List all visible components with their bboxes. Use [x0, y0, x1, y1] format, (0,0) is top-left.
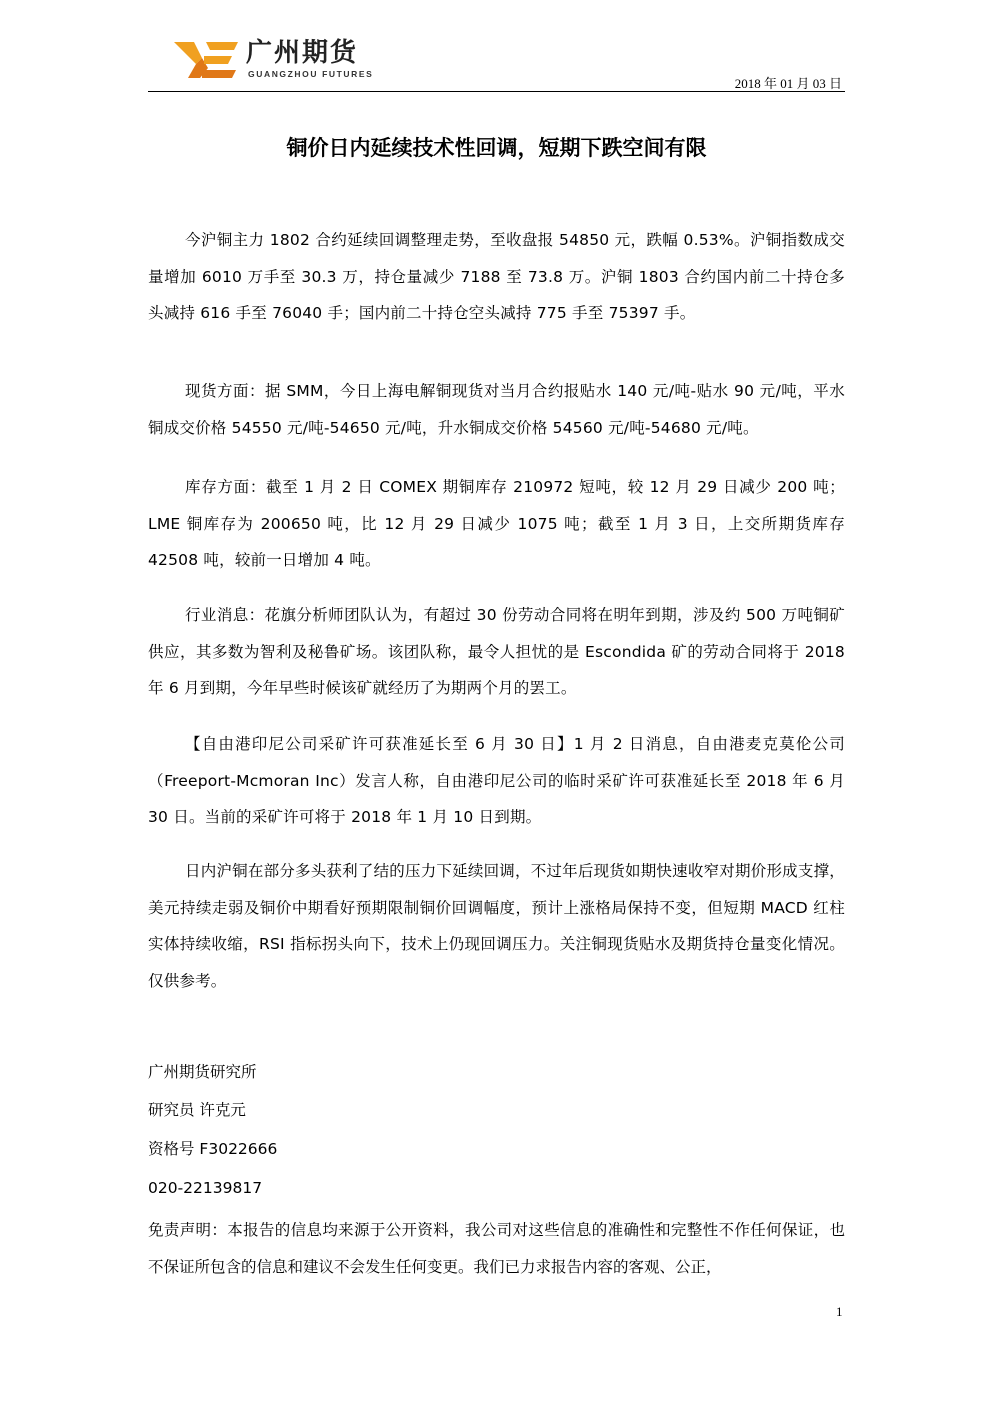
logo-english-name: GUANGZHOU FUTURES — [248, 69, 374, 79]
company-logo — [172, 38, 372, 88]
report-date: 2018 年 01 月 03 日 — [734, 76, 842, 91]
report-title: 铜价日内延续技术性回调，短期下跌空间有限 — [286, 136, 707, 160]
page-number: 1 — [836, 1304, 843, 1319]
logo-chinese-name: 广州期货 — [246, 38, 359, 68]
researcher-name: 研究员 许克元 — [148, 1101, 246, 1119]
paragraph-outlook: 日内沪铜在部分多头获利了结的压力下延续回调，不过年后现货如期快速收窄对期价形成支撑，美元持续走弱及铜价中期看好预期限制铜价回调幅度，预计上涨格局保持不变，但短期 MACD 红柱实体持续收缩，RSI 指标拐头向下，技术上仍现回调压力。关注铜现货贴水及期货持仓量变化情况。仅供参考。 — [148, 862, 845, 990]
paragraph-industry-news: 行业消息：花旗分析师团队认为，有超过 30 份劳动合同将在明年到期，涉及约 500 万吨铜矿供应，其多数为智利及秘鲁矿场。该团队称，最令人担忧的是 Escondida 矿的劳动合同将于 2018 年 6 月到期，今年早些时候该矿就经历了为期两个月的罢工。 — [148, 606, 845, 697]
contact-phone: 020-22139817 — [148, 1179, 263, 1197]
paragraph-spot: 现货方面：据 SMM，今日上海电解铜现货对当月合约报贴水 140 元/吨-贴水 90 元/吨，平水铜成交价格 54550 元/吨-54650 元/吨，升水铜成交价格 54560 元/吨-54680 元/吨。 — [148, 382, 845, 437]
license-number: 资格号 F3022666 — [148, 1140, 278, 1158]
institute-name: 广州期货研究所 — [148, 1063, 257, 1081]
disclaimer: 免责声明：本报告的信息均来源于公开资料，我公司对这些信息的准确性和完整性不作任何保证，也不保证所包含的信息和建议不会发生任何变更。我们已力求报告内容的客观、公正， — [148, 1221, 845, 1276]
header-divider — [148, 91, 845, 92]
paragraph-market-summary: 今沪铜主力 1802 合约延续回调整理走势，至收盘报 54850 元，跌幅 0.53%。沪铜指数成交量增加 6010 万手至 30.3 万，持仓量减少 7188 至 73.8 万。沪铜 1803 合约国内前二十持仓多头减持 616 手至 76040 手；国内前二十持仓空头减持 775 手至 75397 手。 — [148, 231, 845, 322]
paragraph-freeport-news: 【自由港印尼公司采矿许可获准延长至 6 月 30 日】1 月 2 日消息，自由港麦克莫伦公司（Freeport-Mcmoran Inc）发言人称，自由港印尼公司的临时采矿许可获准延长至 2018 年 6 月 30 日。当前的采矿许可将于 2018 年 1 月 10 日到期。 — [148, 735, 845, 826]
logo-mark-icon — [172, 38, 242, 82]
paragraph-inventory: 库存方面：截至 1 月 2 日 COMEX 期铜库存 210972 短吨，较 12 月 29 日减少 200 吨；LME 铜库存为 200650 吨，比 12 月 29 日减少 1075 吨；截至 1 月 3 日，上交所期货库存 42508 吨，较前一日增加 4 吨。 — [148, 478, 845, 569]
